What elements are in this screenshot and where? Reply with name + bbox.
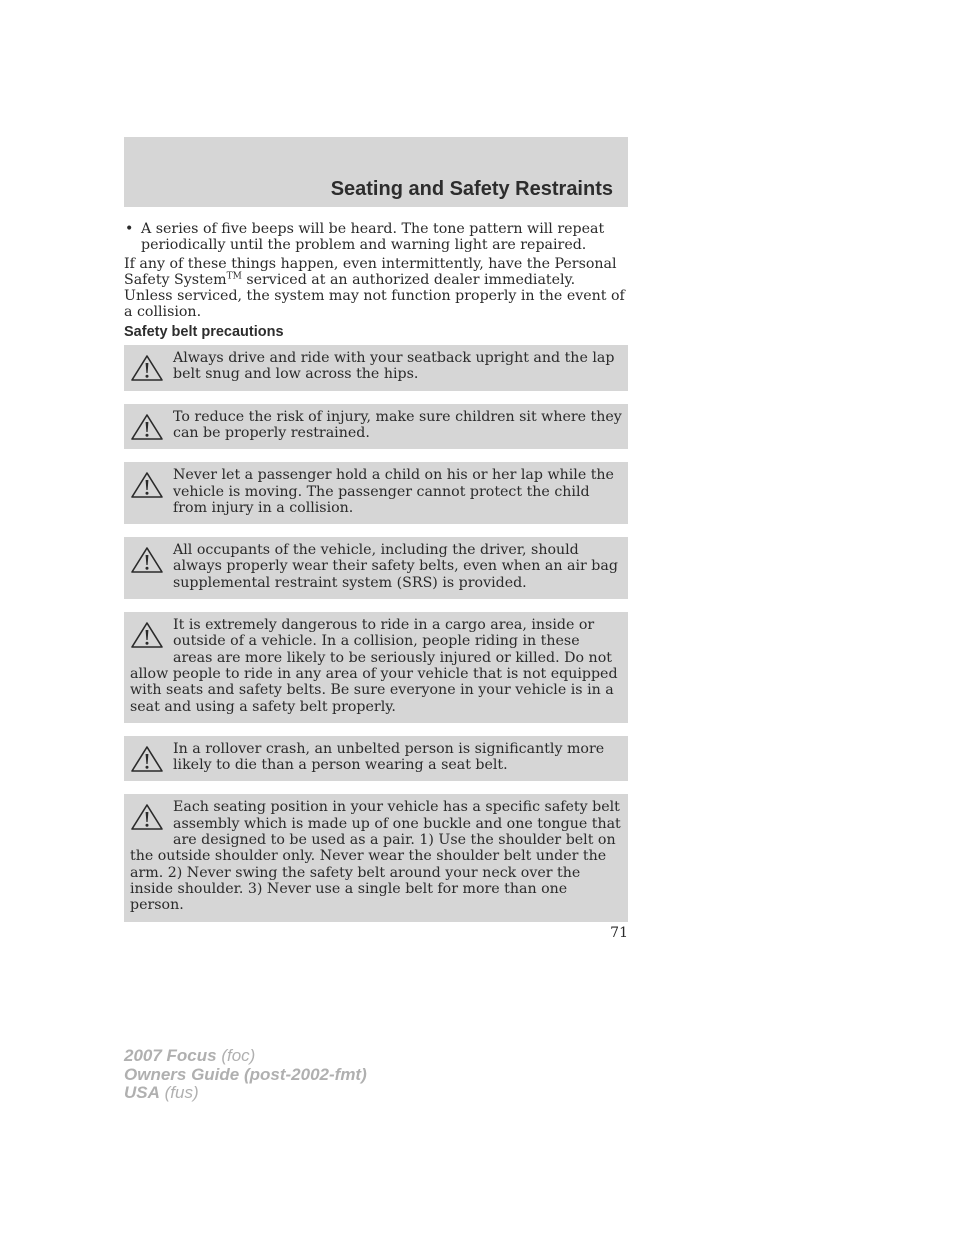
warning-box: [124, 404, 628, 450]
warning-triangle-icon: [130, 354, 164, 382]
warning-text: All occupants of the vehicle, including the driver, should always properly wear their safety belts, even when an air bag supplemental restraint system (SRS) is provided.: [173, 542, 618, 591]
footer-market: USA: [124, 1083, 160, 1102]
section-heading: Safety belt precautions: [124, 323, 284, 340]
footer-line-2: [124, 1066, 367, 1085]
warning-text: It is extremely dangerous to ride in a cargo area, inside or outside of a vehicle. In a collision, people riding in these areas are more likely to be seriously injured or killed. Do not allow people to ride in any area of your vehicle that is not equipped with seats and safety belts. Be sure everyone in your vehicle is in a seat and using a safety belt properly.: [130, 617, 618, 715]
warning-text: Never let a passenger hold a child on his or her lap while the vehicle is moving. The passenger cannot protect the child from injury in a collision.: [173, 467, 614, 516]
warning-text: In a rollover crash, an unbelted person is significantly more likely to die than a person wearing a seat belt.: [173, 740, 605, 774]
paragraph-text-end: serviced at an authorized dealer immediately. Unless serviced, the system may not function properly in the event of a collision.: [124, 271, 625, 321]
warning-triangle-icon: [130, 803, 164, 831]
warning-box: [124, 345, 628, 391]
page-content: [124, 221, 628, 935]
warning-text: To reduce the risk of injury, make sure children sit where they can be properly restrained.: [173, 408, 622, 441]
warning-triangle-icon: [130, 745, 164, 773]
footer-line-3: [124, 1084, 367, 1103]
body-paragraph: [124, 256, 628, 321]
warning-triangle-icon: [130, 621, 164, 649]
trademark-sup: TM: [226, 271, 242, 282]
bullet-item: [124, 221, 628, 254]
warning-text: Always drive and ride with your seatback upright and the lap belt snug and low across the hips.: [173, 350, 615, 383]
warning-text: Each seating position in your vehicle has a specific safety belt assembly which is made up of one buckle and one tongue that are designed to be used as a pair. 1) Use the shoulder belt on the outside shoulder only. Never wear the shoulder belt under the arm. 2) Never swing the safety belt around your neck over the inside shoulder. 3) Never use a single belt for more than one person.: [130, 799, 621, 914]
footer-model: 2007 Focus: [124, 1046, 217, 1065]
footer-guide: Owners Guide (post-2002-fmt): [124, 1064, 367, 1084]
warning-triangle-icon: [130, 471, 164, 499]
page-header: [124, 137, 628, 207]
footer-model-code: (foc): [216, 1046, 256, 1065]
warning-box: [124, 612, 628, 723]
warning-box: [124, 537, 628, 599]
bullet-dot: •: [125, 221, 134, 237]
bullet-text: A series of five beeps will be heard. The tone pattern will repeat periodically until the problem and warning light are repaired.: [141, 221, 605, 254]
paragraph-text-start: If any of these things happen, even intermittently, have the Personal Safety System: [124, 255, 617, 288]
footer-market-code: (fus): [159, 1083, 199, 1102]
warning-box: [124, 794, 628, 921]
page-number: 71: [610, 925, 628, 941]
warning-box: [124, 736, 628, 782]
warning-box: [124, 462, 628, 524]
warnings-list: [124, 345, 628, 921]
warning-triangle-icon: [130, 546, 164, 574]
footer-line-1: [124, 1047, 367, 1066]
warning-triangle-icon: [130, 413, 164, 441]
page-title: Seating and Safety Restraints: [330, 178, 613, 200]
footer: [124, 1047, 367, 1103]
